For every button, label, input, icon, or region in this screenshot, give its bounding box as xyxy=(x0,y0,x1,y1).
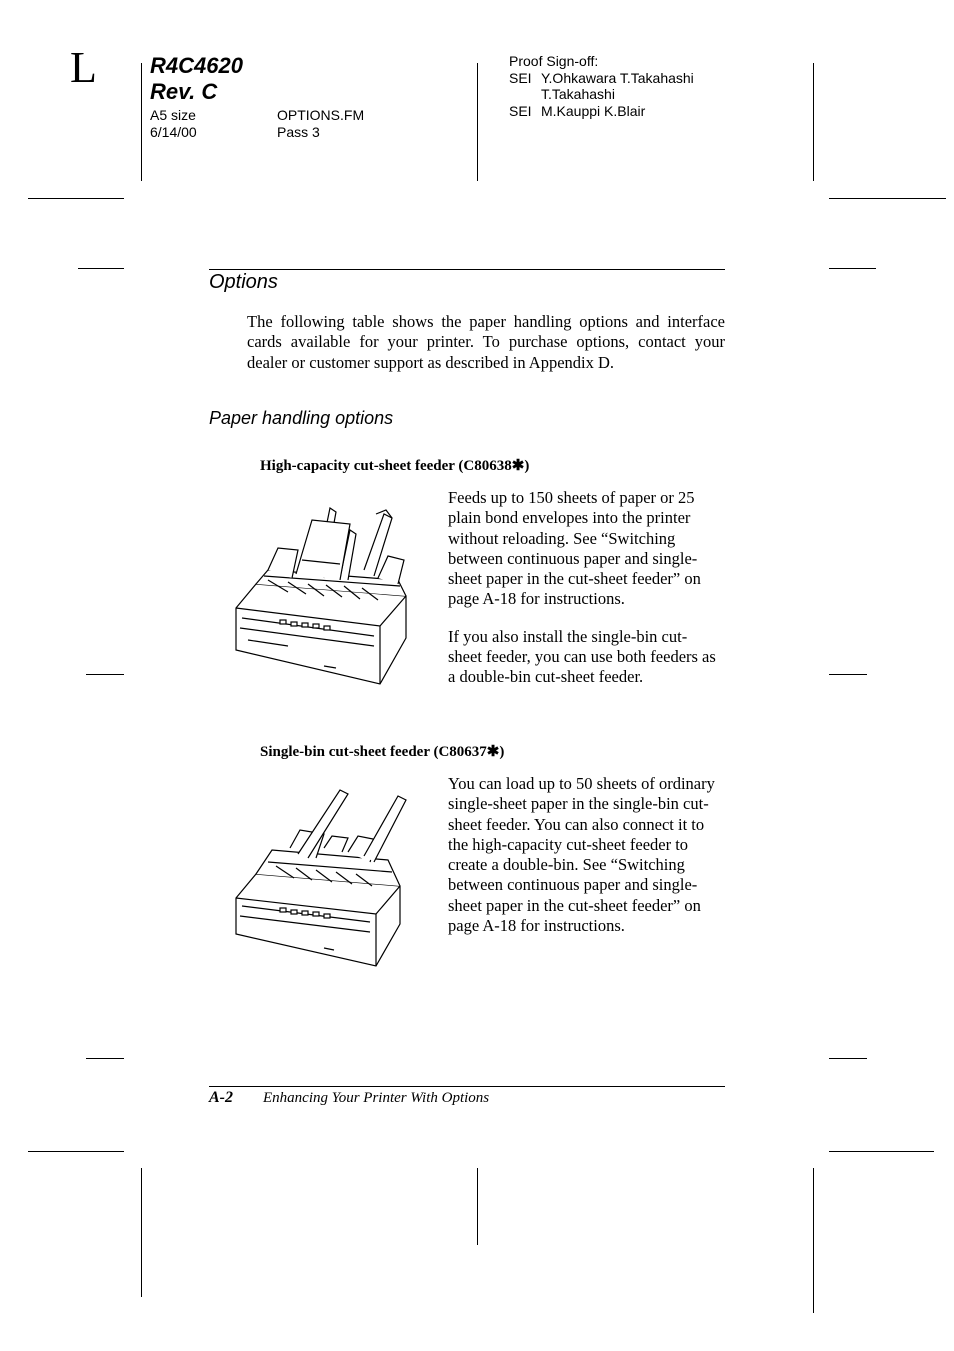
proof-title: Proof Sign-off: xyxy=(509,53,599,69)
item-description xyxy=(448,488,720,705)
crop-mark xyxy=(86,1058,124,1059)
crop-mark xyxy=(829,1058,867,1059)
footer-rule xyxy=(209,1086,725,1087)
proof-signoff xyxy=(509,53,694,119)
paper-size: A5 size xyxy=(150,107,196,123)
pass-number: Pass 3 xyxy=(277,124,320,140)
intro-paragraph: The following table shows the paper handling options and interface cards available for your printer. To purchase options, contact your dealer or customer support as described in Appendix D. xyxy=(247,312,725,372)
crop-mark xyxy=(78,268,124,269)
crop-mark xyxy=(829,1151,934,1152)
crop-mark xyxy=(141,1168,142,1297)
crop-mark xyxy=(813,63,814,181)
chapter-title: Enhancing Your Printer With Options xyxy=(263,1090,490,1106)
model-revision xyxy=(150,53,243,105)
meta-size-date xyxy=(150,107,197,141)
file-name: OPTIONS.FM xyxy=(277,107,365,123)
item-paragraph: If you also install the single-bin cut-sheet feeder, you can use both feeders as a double-bin cut-sheet feeder. xyxy=(448,626,716,687)
item-heading: High-capacity cut-sheet feeder (C80638✱) xyxy=(260,458,530,474)
crop-mark xyxy=(829,268,876,269)
crop-mark xyxy=(28,1151,124,1152)
crop-mark xyxy=(829,674,867,675)
crop-mark xyxy=(28,198,124,199)
subsection-title: Paper handling options xyxy=(209,408,394,428)
page-number: A-2 xyxy=(209,1089,233,1106)
single-bin-feeder-illustration xyxy=(228,786,413,971)
proof-row: SEI M.Kauppi K.Blair xyxy=(509,102,646,119)
crop-mark xyxy=(141,63,142,181)
item-description xyxy=(448,774,720,953)
item-paragraph: You can load up to 50 sheets of ordinary single-sheet paper in the single-bin cut-sheet feeder. You can also connect it to the high-capacity cut-sheet feeder to create a double-bin. See “Switching between continuous paper and single-sheet paper in the cut-sheet feeder” on page A-18 for instructions. xyxy=(448,774,715,936)
crop-mark xyxy=(829,198,946,199)
crop-mark xyxy=(477,1168,478,1245)
page-side-letter: L xyxy=(70,43,97,92)
item-paragraph: Feeds up to 150 sheets of paper or 25 plain bond envelopes into the printer without reloading. See “Switching between continuous paper and single-sheet paper in the cut-sheet feeder” on page A-18 for instructions. xyxy=(448,488,701,609)
revision-date: 6/14/00 xyxy=(150,124,197,140)
proof-row: SEI Y.Ohkawara T.Takahashi xyxy=(509,69,694,86)
model-number: R4C4620 xyxy=(150,53,243,78)
revision: Rev. C xyxy=(150,79,218,104)
crop-mark xyxy=(86,674,124,675)
section-rule xyxy=(209,269,725,270)
high-capacity-feeder-illustration xyxy=(228,500,418,690)
crop-mark xyxy=(813,1168,814,1313)
section-title: Options xyxy=(209,271,278,293)
meta-file-pass xyxy=(277,107,364,141)
item-heading: Single-bin cut-sheet feeder (C80637✱) xyxy=(260,744,505,760)
proof-row: T.Takahashi xyxy=(541,86,615,102)
crop-mark xyxy=(477,63,478,181)
